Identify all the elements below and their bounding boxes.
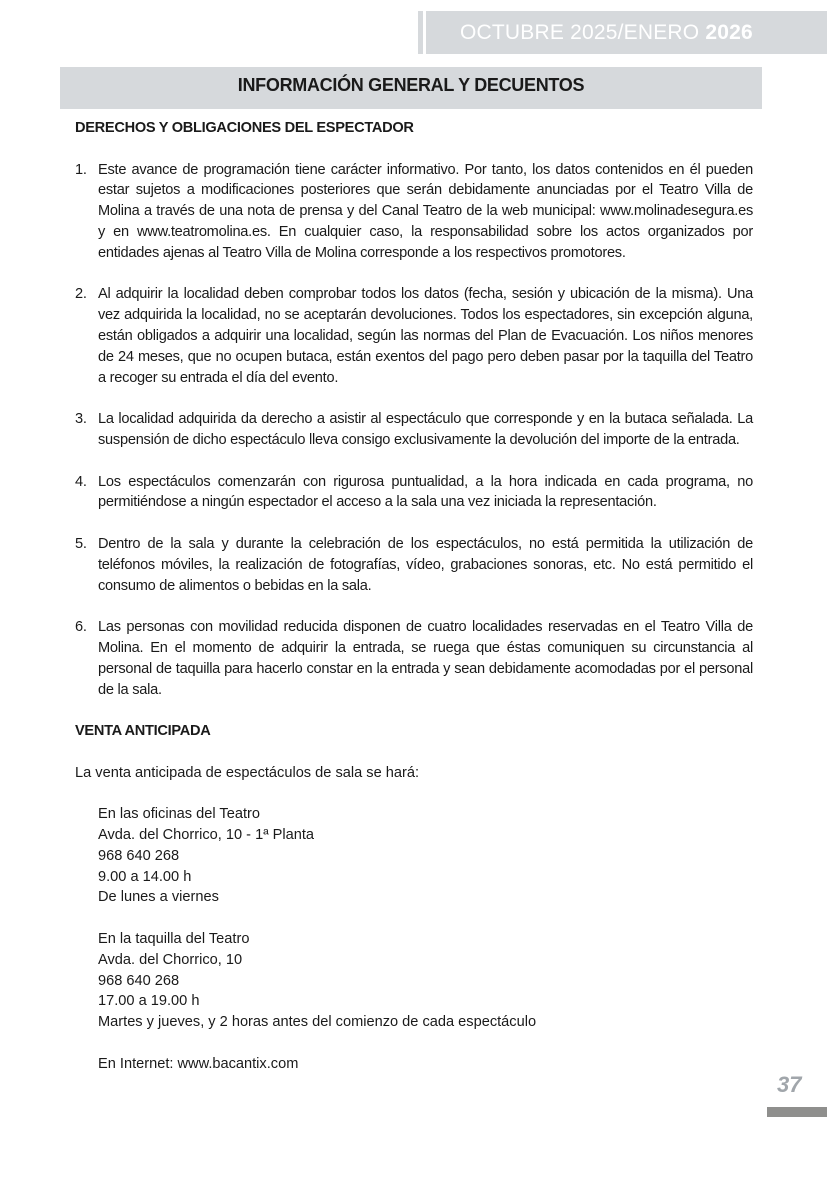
offices-address: Avda. del Chorrico, 10 - 1ª Planta xyxy=(98,827,315,844)
sales-intro: La venta anticipada de espectáculos de sala se hará: xyxy=(75,764,420,781)
box-office-hours: 17.00 a 19.00 h xyxy=(98,993,200,1010)
list-item-number: 5. xyxy=(75,535,87,552)
sales-box-office-block xyxy=(75,929,753,1033)
header-accent-strip xyxy=(418,11,423,54)
page-title: INFORMACIÓN GENERAL Y DECUENTOS xyxy=(60,67,762,109)
sales-internet: En Internet: www.bacantix.com xyxy=(98,1055,299,1072)
box-office-phone: 968 640 268 xyxy=(98,972,180,989)
list-item xyxy=(75,160,753,264)
offices-hours: 9.00 a 14.00 h xyxy=(98,868,192,885)
header-period-text: OCTUBRE 2025/ENERO xyxy=(460,21,706,44)
list-item-text: Al adquirir la localidad deben comprobar todos los datos (fecha, sesión y ubicación de la misma). Una vez adquirida la localidad, no se aceptarán devoluciones. Todos los espectadores, sin excepción alguna, están obligados a adquirir una localidad, según las normas del Plan de Evacuación. Los niños menores de 24 meses, que no ocupen butaca, están exentos del pago pero deben pasar por la taquilla del Teatro a recoger su entrada el día del evento. xyxy=(98,286,753,386)
list-item-number: 1. xyxy=(75,161,87,178)
list-item xyxy=(75,409,753,451)
offices-place: En las oficinas del Teatro xyxy=(98,806,260,823)
section-heading-sales: VENTA ANTICIPADA xyxy=(75,723,211,740)
list-item-number: 2. xyxy=(75,286,87,303)
sales-offices-block xyxy=(75,804,753,908)
box-office-days: Martes y jueves, y 2 horas antes del comienzo de cada espectáculo xyxy=(98,1014,537,1031)
section-heading-rights: DERECHOS Y OBLIGACIONES DEL ESPECTADOR xyxy=(75,120,414,136)
list-item-text: Las personas con movilidad reducida disponen de cuatro localidades reservadas en el Teatro Villa de Molina. En el momento de adquirir la entrada, se ruega que éstas comuniquen su circunstancia al personal de taquilla para hacerlo constar en la entrada y sean debidamente acomodadas por el personal de la sala. xyxy=(98,619,753,698)
list-item-number: 4. xyxy=(75,473,87,490)
list-item-number: 3. xyxy=(75,411,87,428)
box-office-address: Avda. del Chorrico, 10 xyxy=(98,951,243,968)
list-item-number: 6. xyxy=(75,619,87,636)
page-content xyxy=(75,118,753,1075)
offices-phone: 968 640 268 xyxy=(98,847,180,864)
header-period-band xyxy=(426,11,827,54)
list-item xyxy=(75,534,753,596)
page-number: 37 xyxy=(777,1072,802,1097)
page-number-bar xyxy=(767,1107,827,1117)
rights-list xyxy=(75,160,753,701)
box-office-place: En la taquilla del Teatro xyxy=(98,931,250,948)
list-item xyxy=(75,284,753,388)
list-item-text: Los espectáculos comenzarán con rigurosa puntualidad, a la hora indicada en cada programa, no permitiéndose a ningún espectador el acceso a la sala una vez iniciada la representación. xyxy=(98,473,753,511)
list-item xyxy=(75,472,753,514)
list-item-text: La localidad adquirida da derecho a asistir al espectáculo que corresponde y en la butaca señalada. La suspensión de dicho espectáculo lleva consigo exclusivamente la devolución del importe de la entrada. xyxy=(98,411,753,448)
list-item-text: Dentro de la sala y durante la celebración de los espectáculos, no está permitida la utilización de teléfonos móviles, la realización de fotografías, vídeo, grabaciones sonoras, etc. No está permitido el consumo de alimentos o bebidas en la sala. xyxy=(98,535,753,594)
header-period-year: 2026 xyxy=(705,21,753,44)
list-item xyxy=(75,617,753,700)
offices-days: De lunes a viernes xyxy=(98,889,219,906)
list-item-text: Este avance de programación tiene carácter informativo. Por tanto, los datos contenidos en él pueden estar sujetos a modificaciones posteriores que serán debidamente anunciadas por el Teatro Villa de Molina a través de una nota de prensa y del Canal Teatro de la web municipal: www.molinadesegura.es y en www.teatromolina.es. En cualquier caso, la responsabilidad sobre los actos organizados por entidades ajenas al Teatro Villa de Molina corresponde a los respectivos promotores. xyxy=(98,161,753,261)
